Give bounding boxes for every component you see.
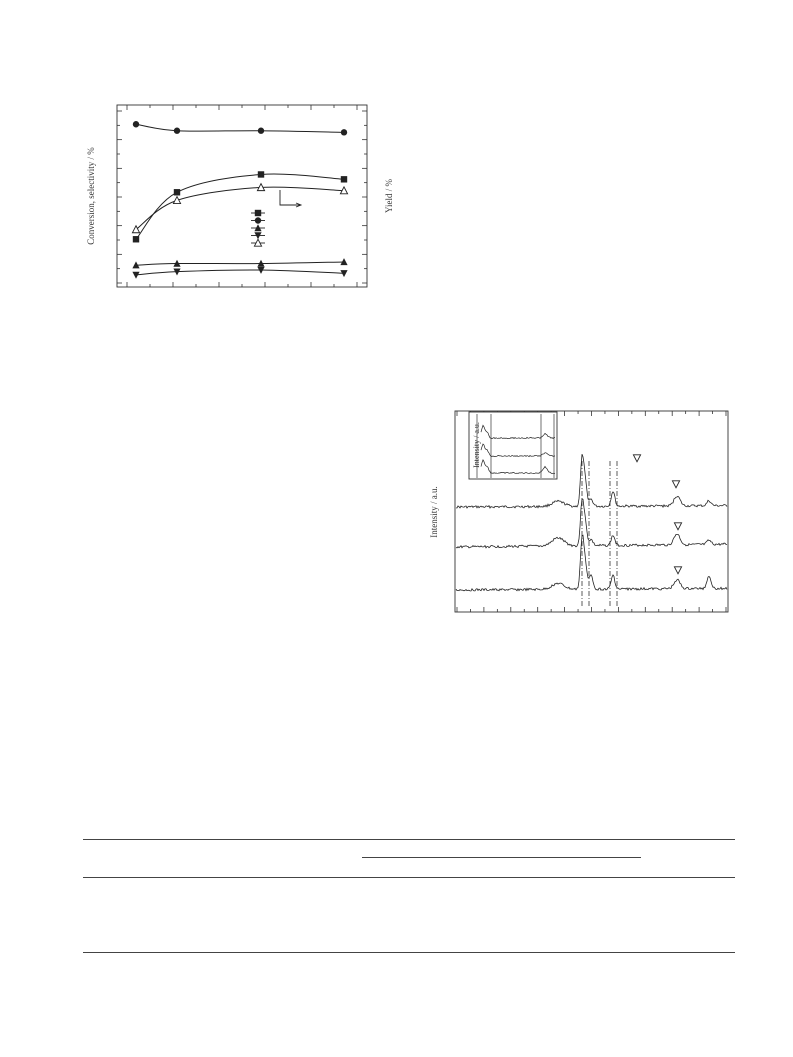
- table-header-rule: [83, 877, 735, 878]
- data-point-series-1: [258, 171, 264, 177]
- figure-2: [429, 411, 728, 612]
- data-point-series-1: [174, 189, 180, 195]
- figure-2-y-axis-label: Intensity / a.u.: [429, 486, 439, 538]
- peak-marker: [674, 567, 681, 574]
- data-point-series-2: [133, 121, 139, 127]
- peak-marker: [672, 481, 679, 488]
- figure-1-left-axis-label: Conversion, selectivity / %: [86, 147, 96, 245]
- legend-marker-2: [255, 217, 261, 223]
- legend-marker-1: [255, 210, 261, 216]
- figure-1-series-group: [132, 121, 347, 279]
- series-line-1: [136, 174, 344, 239]
- series-line-3: [136, 262, 344, 265]
- inset-y-axis-label: Intensity / a.u.: [472, 422, 481, 468]
- figure-1: [86, 105, 394, 287]
- right-axis-arrow: [280, 190, 300, 205]
- data-point-series-4: [132, 272, 139, 279]
- data-point-series-1: [133, 236, 139, 242]
- table-bottom-rule: [83, 952, 735, 953]
- series-line-2: [136, 124, 344, 132]
- peak-marker: [674, 523, 681, 530]
- data-point-series-1: [341, 176, 347, 182]
- figure-2-peak-markers: [633, 455, 681, 574]
- table-top-rule: [83, 839, 735, 840]
- series-line-5: [136, 187, 344, 229]
- data-point-series-2: [174, 128, 180, 134]
- data-point-series-5: [132, 226, 139, 233]
- series-line-4: [136, 270, 344, 275]
- data-point-series-2: [341, 129, 347, 135]
- table-column-group-rule: [362, 857, 641, 858]
- data-point-series-2: [258, 128, 264, 134]
- peak-marker: [633, 455, 640, 462]
- figure-1-right-axis-label: Yield / %: [384, 179, 394, 213]
- trace-bottom: [456, 535, 727, 591]
- figure-1-legend: [251, 210, 265, 246]
